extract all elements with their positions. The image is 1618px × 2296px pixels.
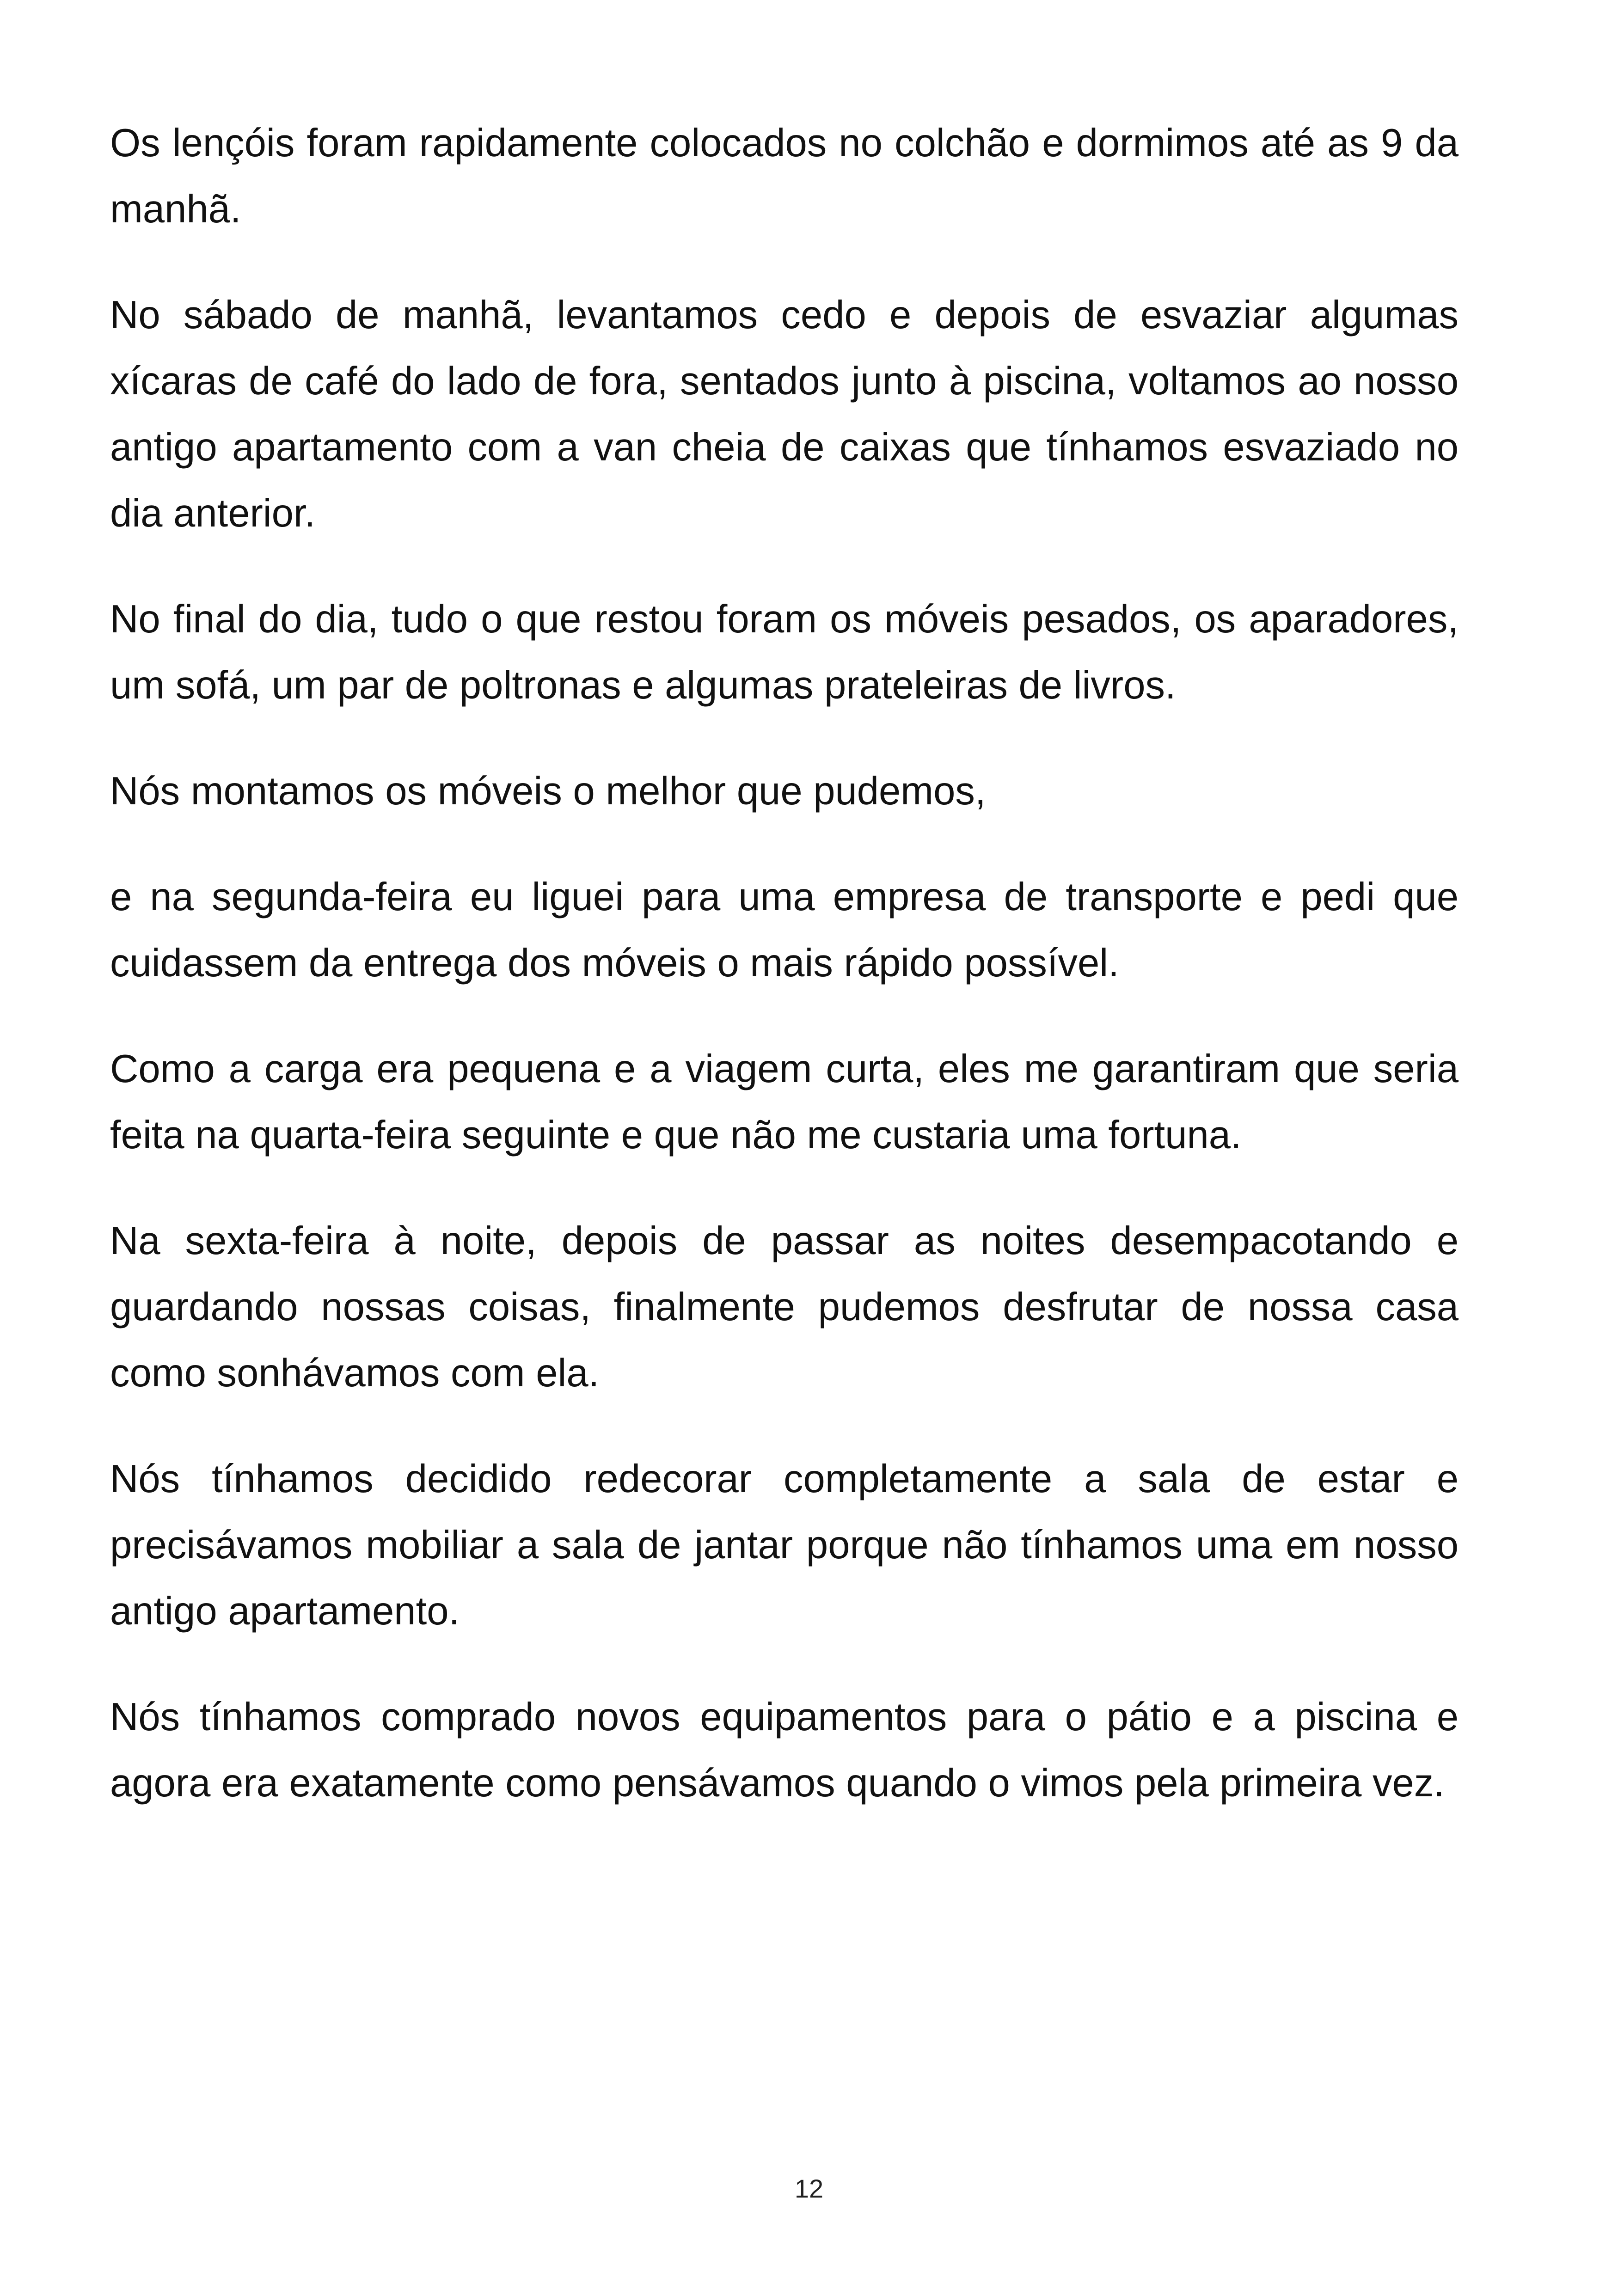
paragraph: Os lençóis foram rapidamente colocados no colchão e dormimos até as 9 da manhã.	[110, 121, 1459, 231]
paragraph: Nós tínhamos comprado novos equipamentos para o pátio e a piscina e agora era exatamente como pensávamos quando o vimos pela primeira vez.	[110, 1695, 1459, 1805]
paragraph: No final do dia, tudo o que restou foram os móveis pesados, os aparadores, um sofá, um par de poltronas e algumas prateleiras de livros.	[110, 597, 1459, 707]
paragraph: Nós tínhamos decidido redecorar completamente a sala de estar e precisávamos mobiliar a sala de jantar porque não tínhamos uma em nosso antigo apartamento.	[110, 1457, 1459, 1633]
paragraph: Nós montamos os móveis o melhor que pudemos,	[110, 769, 986, 813]
page-number: 12	[794, 2174, 824, 2203]
body-text	[110, 110, 1459, 1856]
paragraph: Como a carga era pequena e a viagem curta, eles me garantiram que seria feita na quarta-feira seguinte e que não me custaria uma fortuna.	[110, 1047, 1459, 1157]
paragraph: No sábado de manhã, levantamos cedo e depois de esvaziar algumas xícaras de café do lado de fora, sentados junto à piscina, voltamos ao nosso antigo apartamento com a van cheia de caixas que tínhamos esvaziado no dia anterior.	[110, 293, 1459, 535]
paragraph: e na segunda-feira eu liguei para uma empresa de transporte e pedi que cuidassem da entrega dos móveis o mais rápido possível.	[110, 875, 1459, 985]
paragraph: Na sexta-feira à noite, depois de passar as noites desempacotando e guardando nossas coisas, finalmente pudemos desfrutar de nossa casa como sonhávamos com ela.	[110, 1219, 1459, 1395]
